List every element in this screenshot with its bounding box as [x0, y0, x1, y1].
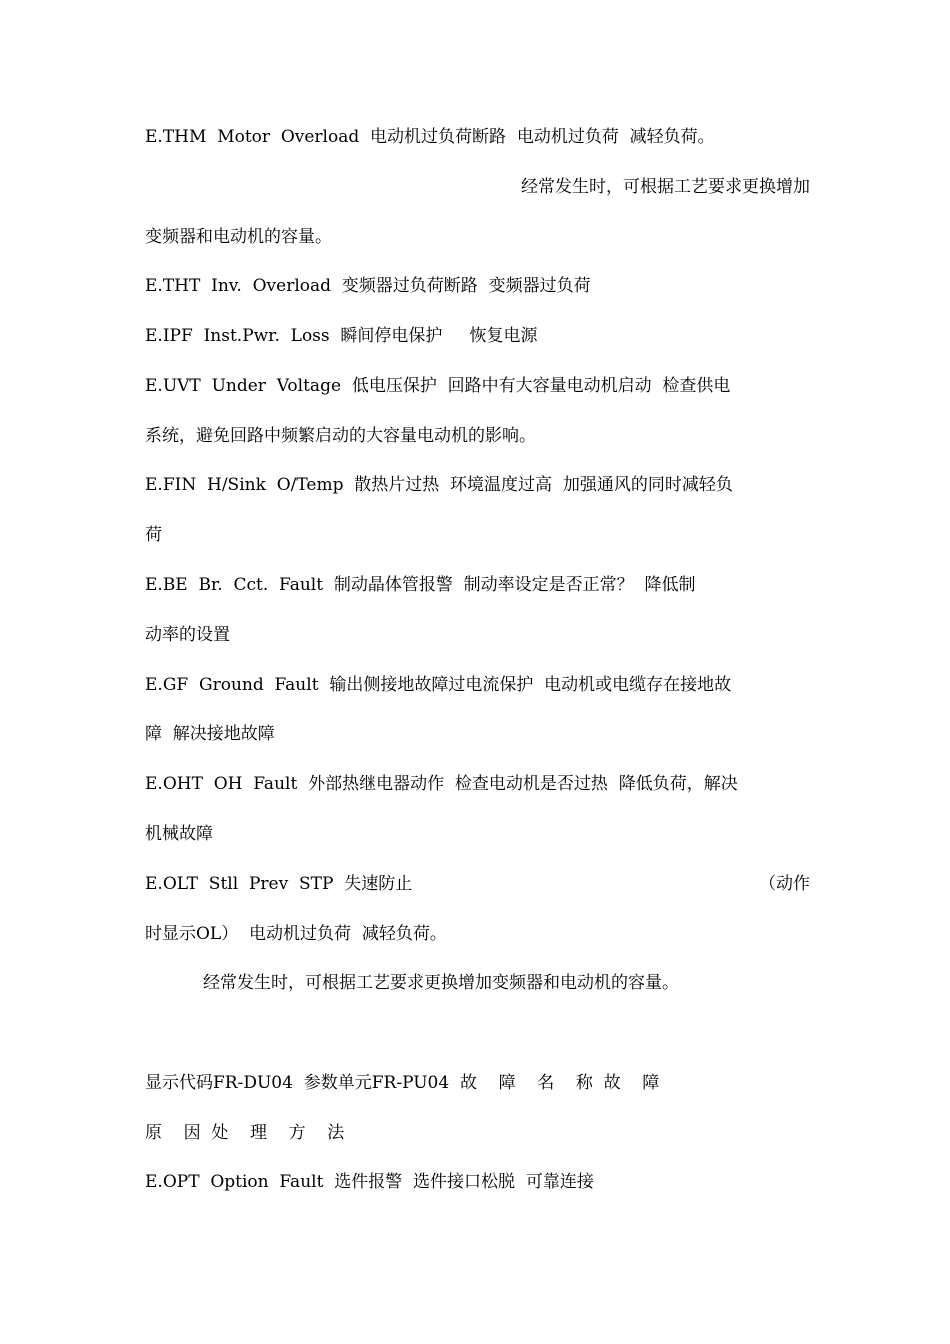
text-line-eolt-cont: 时显示OL） 电动机过负荷 减轻负荷。 [145, 924, 447, 944]
text-line-ebe: E.BE Br. Cct. Fault 制动晶体管报警 制动率设定是否正常？ 降低制 [145, 575, 696, 595]
text-line-etht: E.THT Inv. Overload 变频器过负荷断路 变频器过负荷 [145, 276, 591, 296]
text-line-eolt: E.OLT Stll Prev STP 失速防止 [145, 874, 413, 894]
text-line-eolt-right: （动作 [759, 874, 810, 894]
text-line-ethm-end: 变频器和电动机的容量。 [145, 227, 332, 247]
text-line-efin-cont: 荷 [145, 525, 162, 545]
text-line-efin: E.FIN H/Sink O/Temp 散热片过热 环境温度过高 加强通风的同时减轻负 [145, 475, 733, 495]
text-line-eopt: E.OPT Option Fault 选件报警 选件接口松脱 可靠连接 [145, 1172, 594, 1192]
text-line-eoht-cont: 机械故障 [145, 824, 213, 844]
text-line-euvt: E.UVT Under Voltage 低电压保护 回路中有大容量电动机启动 检查供电 [145, 376, 731, 396]
text-line-ethm: E.THM Motor Overload 电动机过负荷断路 电动机过负荷 减轻负荷。 [145, 127, 715, 147]
text-line-eolt-note: 经常发生时，可根据工艺要求更换增加变频器和电动机的容量。 [203, 973, 679, 993]
text-line-egf: E.GF Ground Fault 输出侧接地故障过电流保护 电动机或电缆存在接地故 [145, 675, 732, 695]
text-line-ethm-cont: 经常发生时，可根据工艺要求更换增加 [521, 177, 810, 197]
table-header-line-2: 原 因 处 理 方 法 [145, 1123, 345, 1143]
text-line-eipf: E.IPF Inst.Pwr. Loss 瞬间停电保护 恢复电源 [145, 326, 538, 346]
table-header-line-1: 显示代码FR-DU04 参数单元FR-PU04 故 障 名 称 故 障 [145, 1073, 660, 1093]
text-line-ebe-cont: 动率的设置 [145, 625, 230, 645]
text-line-eoht: E.OHT OH Fault 外部热继电器动作 检查电动机是否过热 降低负荷，解决 [145, 774, 738, 794]
text-line-egf-cont: 障 解决接地故障 [145, 724, 275, 744]
text-line-euvt-cont: 系统，避免回路中频繁启动的大容量电动机的影响。 [145, 426, 536, 446]
